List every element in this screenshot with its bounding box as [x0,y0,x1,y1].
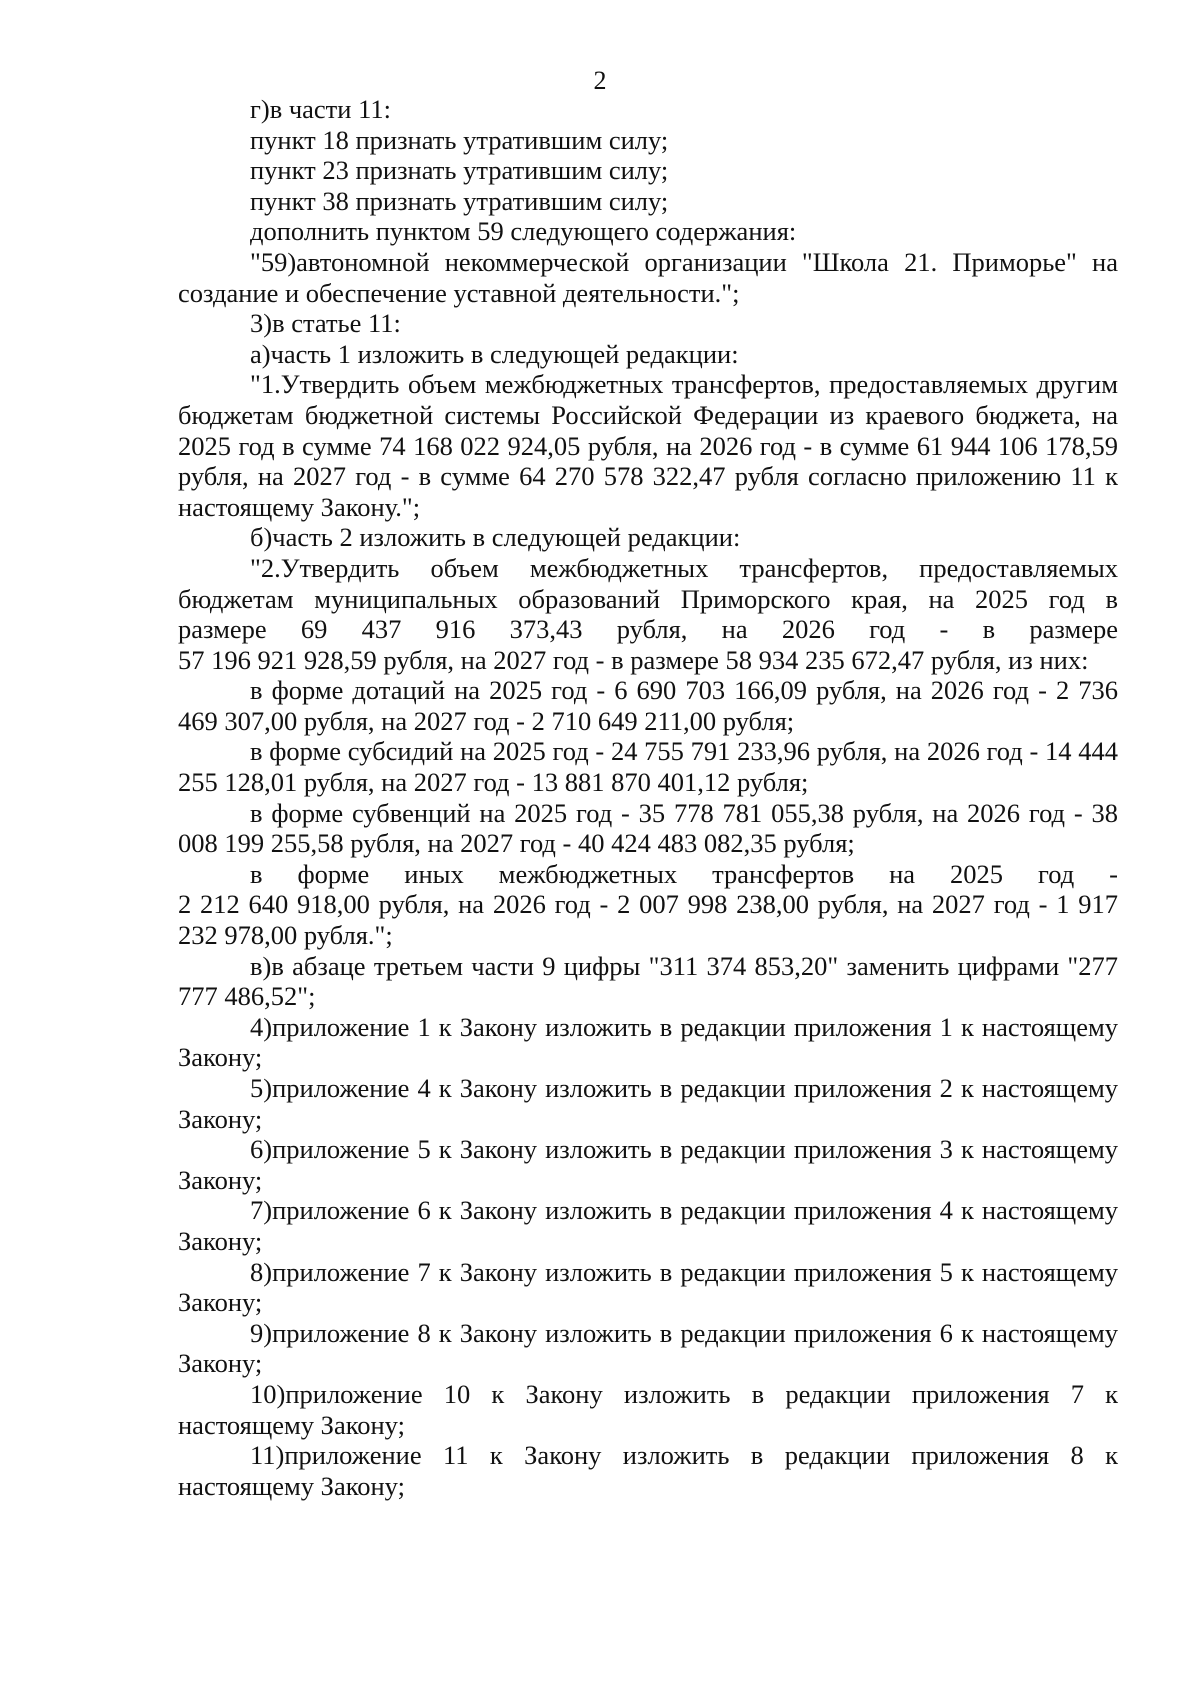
paragraph: в форме дотаций на 2025 год - 6 690 703 166,09 рубля, на 2026 год - 2 736 469 307,00 рубля, на 2027 год - 2 710 649 211,00 рубля; [178,675,1118,736]
paragraph: 5)приложение 4 к Закону изложить в редакции приложения 2 к настоящему Закону; [178,1073,1118,1134]
page-number: 2 [593,66,607,95]
paragraph: пункт 23 признать утратившим силу; [250,155,669,186]
paragraph: 8)приложение 7 к Закону изложить в редакции приложения 5 к настоящему Закону; [178,1256,1118,1318]
paragraph: г)в части 11: [250,94,391,124]
paragraph: 7)приложение 6 к Закону изложить в редакции приложения 4 к настоящему Закону; [178,1195,1118,1256]
paragraph: в)в абзаце третьем части 9 цифры "311 374 853,20" заменить цифрами "277 777 486,52"; [178,950,1118,1012]
paragraph: 6)приложение 5 к Закону изложить в редакции приложения 3 к настоящему Закону; [178,1134,1118,1195]
paragraph: 4)приложение 1 к Закону изложить в редакции приложения 1 к настоящему Закону; [178,1011,1118,1073]
paragraph-line: 57 196 921 928,59 рубля, на 2027 год - в размере 58 934 235 672,47 рубля, из них: [178,644,1089,675]
paragraph: в форме субсидий на 2025 год - 24 755 791 233,96 рубля, на 2026 год - 14 444 255 128,01 рубля, на 2027 год - 13 881 870 401,12 рубля; [178,736,1118,798]
paragraph: 11)приложение 11 к Закону изложить в редакции приложения 8 к настоящему Закону; [178,1440,1118,1501]
paragraph: "1.Утвердить объем межбюджетных трансфертов, предоставляемых другим бюджетам бюджетной системы Российской Федерации из краевого бюджета, на 2025 год в сумме 74 168 022 924,05 рубля, на 2026 год - в сумме 61 944 106 178,59 рубля, на 2027 год - в сумме 64 270 578 322,47 рубля согласно приложению 11 к настоящему Закону."; [178,369,1118,522]
paragraph: б)часть 2 изложить в следующей редакции: [250,522,741,553]
paragraph-line: размере 69 437 916 373,43 рубля, на 2026 год - в размере [178,614,1118,645]
paragraph: пункт 18 признать утратившим силу; [250,124,669,155]
paragraph: 9)приложение 8 к Закону изложить в редакции приложения 6 к настоящему Закону; [178,1317,1118,1379]
paragraph: "59)автономной некоммерческой организации "Школа 21. Приморье" на создание и обеспечение уставной деятельности."; [178,246,1118,308]
paragraph: 3)в статье 11: [250,308,401,339]
paragraph: а)часть 1 изложить в следующей редакции: [250,338,739,369]
paragraph-line: 2 212 640 918,00 рубля, на 2026 год - 2 007 998 238,00 рубля, на 2027 год - 1 917 232 978,00 рубля."; [178,889,1118,951]
paragraph: в форме иных межбюджетных трансфертов на 2025 год - [250,858,1118,889]
document-body [178,94,1118,1501]
paragraph: пункт 38 признать утратившим силу; [250,185,669,216]
paragraph: в форме субвенций на 2025 год - 35 778 781 055,38 рубля, на 2026 год - 38 008 199 255,58 рубля, на 2027 год - 40 424 483 082,35 рубля; [178,797,1118,859]
paragraph: дополнить пунктом 59 следующего содержания: [250,216,797,247]
paragraph: "2.Утвердить объем межбюджетных трансфертов, предоставляемых бюджетам муниципальных образований Приморского края, на 2025 год в [178,552,1118,614]
paragraph: 10)приложение 10 к Закону изложить в редакции приложения 7 к настоящему Закону; [178,1378,1118,1440]
